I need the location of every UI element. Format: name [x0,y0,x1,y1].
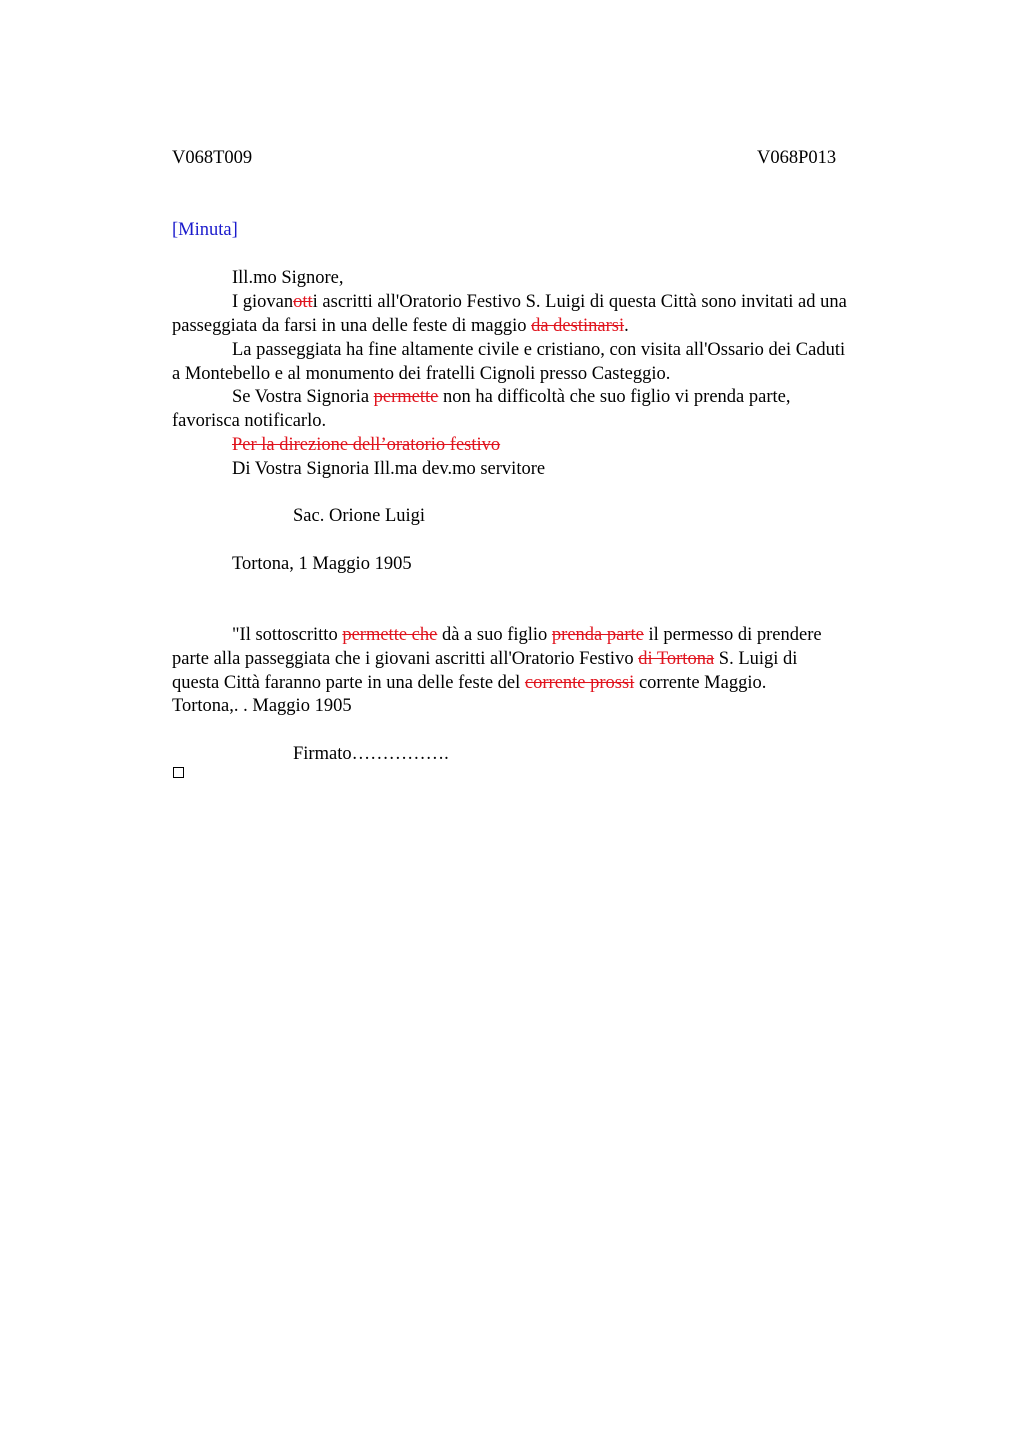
text-run: S. Luigi di [714,649,798,669]
place-date: Tortona, 1 Maggio 1905 [232,554,412,574]
permit-line-1 [232,623,822,647]
paragraph-3-line-1 [232,385,790,409]
text-run: . [624,316,629,336]
salutation: Ill.mo Signore, [232,268,344,288]
paragraph-1-line-2 [172,314,629,338]
text-run: passeggiata da farsi in una delle feste di maggio [172,316,532,336]
deleted-text: corrente prossi [524,673,635,693]
checkbox-square-icon [173,767,184,778]
text-run: dà a suo figlio [437,625,552,645]
text-run: Se Vostra Signoria [232,387,374,407]
closing-line: Di Vostra Signoria Ill.ma dev.mo servitore [232,459,546,479]
text-run: "Il sottoscritto [232,625,343,645]
signature: Sac. Orione Luigi [293,506,426,526]
paragraph-1-line-1 [232,290,847,314]
deleted-text: permette [373,387,439,407]
deleted-text: ott [293,292,313,312]
deleted-text: prenda parte [551,625,644,645]
permit-line-2 [172,647,797,671]
paragraph-2-line-2: a Montebello e al monumento dei fratelli Cignoli presso Casteggio. [172,364,671,384]
paragraph-2-line-1: La passeggiata ha fine altamente civile e cristiano, con visita all'Ossario dei Caduti [232,340,846,360]
text-run: I giovan [232,292,294,312]
permit-line-3 [172,671,766,695]
signed-line: Firmato……………. [293,744,449,764]
text-run: il permesso di prendere [643,625,822,645]
deleted-text: permette che [342,625,438,645]
text-run: non ha difficoltà che suo figlio vi prenda parte, [438,387,791,407]
deleted-line: Per la direzione dell’oratorio festivo [232,435,501,455]
text-run: questa Città faranno parte in una delle feste del [172,673,525,693]
archive-code-right: V068P013 [757,148,837,168]
archive-code-left: V068T009 [172,148,253,168]
text-run: i ascritti all'Oratorio Festivo S. Luigi di questa Città sono invitati ad una [312,292,847,312]
permit-line-4: Tortona,. . Maggio 1905 [172,696,352,716]
text-run: parte alla passeggiata che i giovani ascritti all'Oratorio Festivo [172,649,639,669]
deleted-text: da destinarsi [531,316,625,336]
paragraph-3-line-2: favorisca notificarlo. [172,411,327,431]
minuta-label: [Minuta] [172,220,238,240]
text-run: corrente Maggio. [634,673,767,693]
deleted-text: di Tortona [638,649,715,669]
